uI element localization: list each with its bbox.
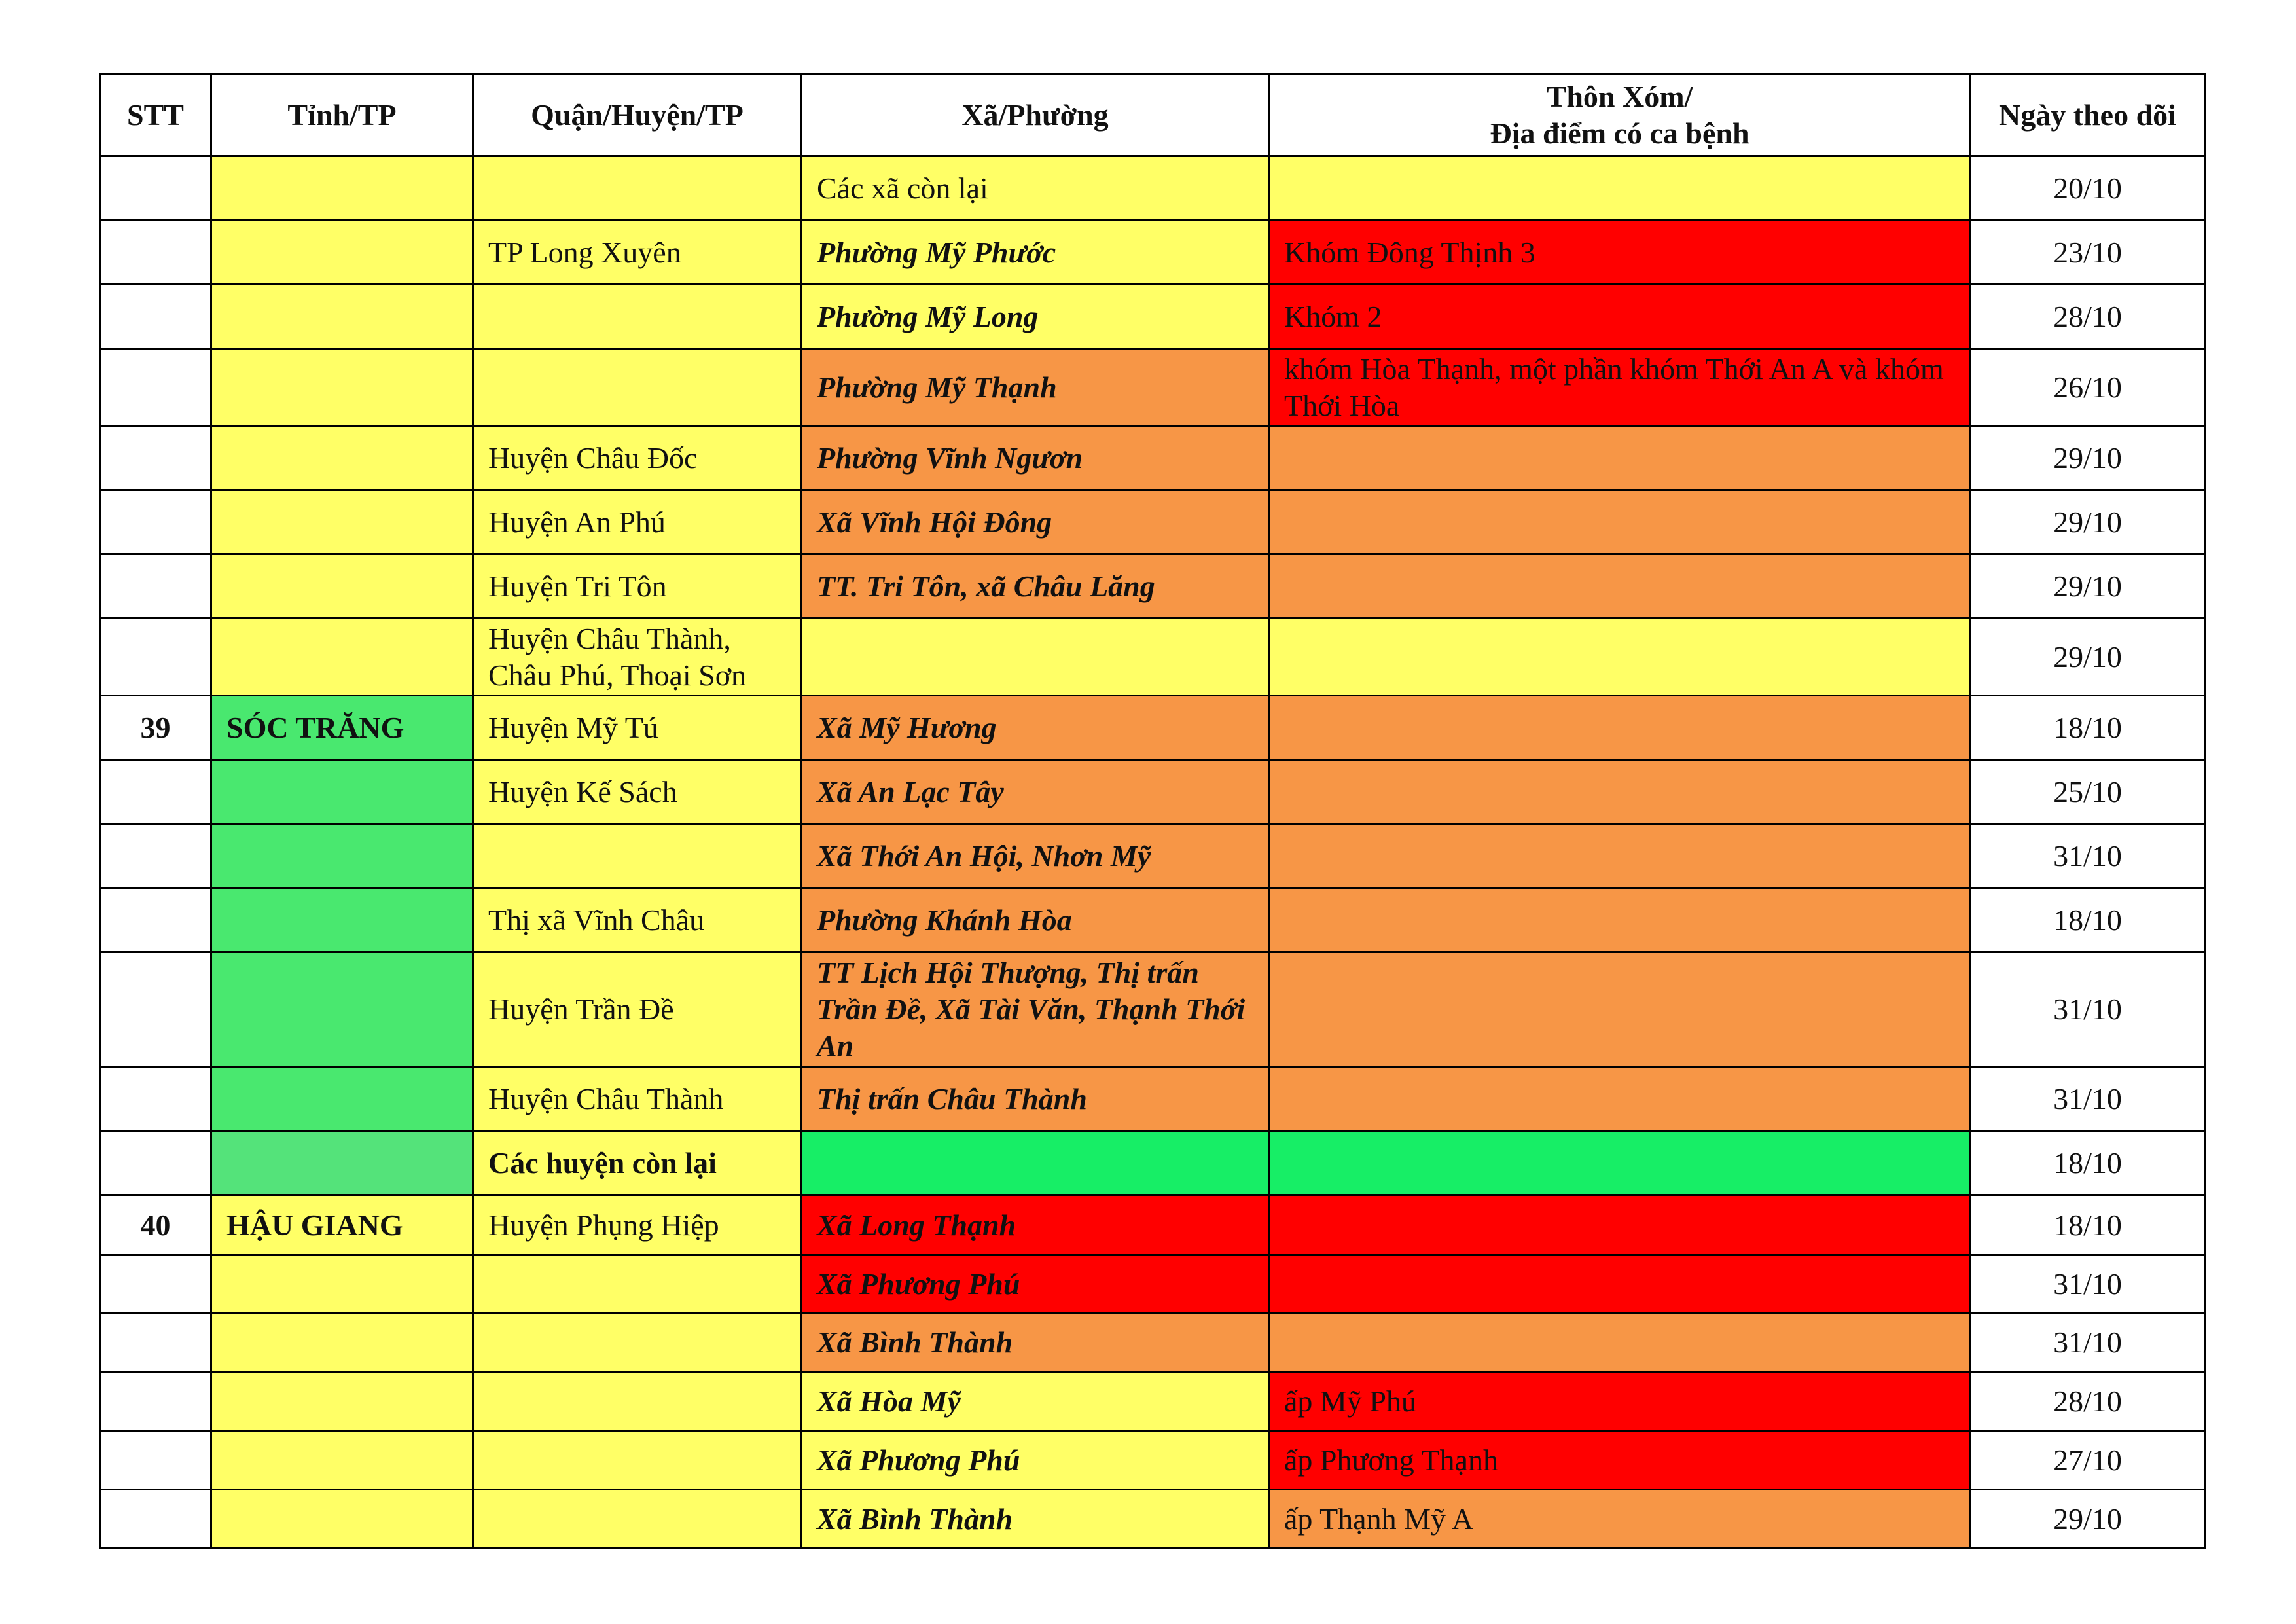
tracking-table xyxy=(99,73,2206,1549)
cell-stt: 39 xyxy=(100,696,211,760)
table-row xyxy=(100,619,2205,696)
cell-ward: Xã Bình Thành xyxy=(802,1314,1269,1372)
cell-hamlet xyxy=(1269,1314,1971,1372)
cell-stt xyxy=(100,1314,211,1372)
cell-date: 31/10 xyxy=(1971,1067,2205,1131)
cell-hamlet xyxy=(1269,824,1971,888)
cell-hamlet: ấp Thạnh Mỹ A xyxy=(1269,1490,1971,1549)
cell-hamlet xyxy=(1269,760,1971,824)
cell-district xyxy=(473,1314,802,1372)
cell-province xyxy=(211,1255,473,1314)
cell-date: 27/10 xyxy=(1971,1431,2205,1490)
table-row xyxy=(100,1490,2205,1549)
cell-stt xyxy=(100,285,211,349)
cell-ward: Các xã còn lại xyxy=(802,156,1269,221)
cell-stt xyxy=(100,349,211,426)
cell-ward: Xã Hòa Mỹ xyxy=(802,1372,1269,1431)
table-row xyxy=(100,554,2205,619)
cell-hamlet xyxy=(1269,1131,1971,1195)
cell-province: SÓC TRĂNG xyxy=(211,696,473,760)
cell-hamlet: khóm Hòa Thạnh, một phần khóm Thới An A và khóm Thới Hòa xyxy=(1269,349,1971,426)
cell-district: Huyện Kế Sách xyxy=(473,760,802,824)
cell-stt xyxy=(100,619,211,696)
cell-stt xyxy=(100,760,211,824)
cell-district: Huyện Châu Thành, Châu Phú, Thoại Sơn xyxy=(473,619,802,696)
cell-ward: Xã Vĩnh Hội Đông xyxy=(802,490,1269,554)
cell-stt xyxy=(100,1372,211,1431)
header-hamlet-line2: Địa điểm có ca bệnh xyxy=(1490,117,1749,150)
cell-province xyxy=(211,554,473,619)
cell-hamlet xyxy=(1269,1067,1971,1131)
cell-date: 29/10 xyxy=(1971,1490,2205,1549)
cell-ward: Xã Long Thạnh xyxy=(802,1195,1269,1255)
table-row xyxy=(100,1255,2205,1314)
cell-date: 31/10 xyxy=(1971,952,2205,1067)
cell-hamlet: ấp Mỹ Phú xyxy=(1269,1372,1971,1431)
cell-province xyxy=(211,888,473,952)
table-row xyxy=(100,490,2205,554)
cell-stt xyxy=(100,221,211,285)
cell-date: 31/10 xyxy=(1971,1314,2205,1372)
table-row xyxy=(100,696,2205,760)
cell-ward xyxy=(802,619,1269,696)
cell-hamlet xyxy=(1269,1255,1971,1314)
cell-stt xyxy=(100,426,211,490)
table-row xyxy=(100,285,2205,349)
cell-hamlet xyxy=(1269,1195,1971,1255)
table-row xyxy=(100,221,2205,285)
cell-ward: Phường Mỹ Phước xyxy=(802,221,1269,285)
cell-district: Huyện Phụng Hiệp xyxy=(473,1195,802,1255)
cell-date: 29/10 xyxy=(1971,619,2205,696)
cell-hamlet xyxy=(1269,426,1971,490)
cell-date: 31/10 xyxy=(1971,824,2205,888)
cell-stt xyxy=(100,1255,211,1314)
header-date: Ngày theo dõi xyxy=(1971,75,2205,156)
cell-date: 28/10 xyxy=(1971,285,2205,349)
cell-hamlet xyxy=(1269,490,1971,554)
cell-district: Thị xã Vĩnh Châu xyxy=(473,888,802,952)
header-hamlet xyxy=(1269,75,1971,156)
cell-province xyxy=(211,824,473,888)
header-district: Quận/Huyện/TP xyxy=(473,75,802,156)
cell-stt xyxy=(100,952,211,1067)
cell-ward: Xã Thới An Hội, Nhơn Mỹ xyxy=(802,824,1269,888)
cell-stt xyxy=(100,888,211,952)
cell-province xyxy=(211,221,473,285)
table-row xyxy=(100,1372,2205,1431)
table-row xyxy=(100,426,2205,490)
cell-ward: Phường Vĩnh Ngươn xyxy=(802,426,1269,490)
table-row xyxy=(100,1131,2205,1195)
cell-hamlet xyxy=(1269,888,1971,952)
cell-province xyxy=(211,1372,473,1431)
cell-district xyxy=(473,285,802,349)
cell-hamlet xyxy=(1269,952,1971,1067)
cell-date: 26/10 xyxy=(1971,349,2205,426)
cell-date: 29/10 xyxy=(1971,490,2205,554)
cell-province xyxy=(211,1131,473,1195)
cell-hamlet xyxy=(1269,619,1971,696)
header-ward: Xã/Phường xyxy=(802,75,1269,156)
cell-hamlet: Khóm Đông Thịnh 3 xyxy=(1269,221,1971,285)
cell-date: 18/10 xyxy=(1971,888,2205,952)
cell-stt xyxy=(100,824,211,888)
cell-district: Các huyện còn lại xyxy=(473,1131,802,1195)
table-row xyxy=(100,156,2205,221)
cell-district: Huyện Trần Đề xyxy=(473,952,802,1067)
cell-province xyxy=(211,760,473,824)
table-row xyxy=(100,1067,2205,1131)
cell-stt xyxy=(100,1131,211,1195)
cell-district: Huyện Châu Đốc xyxy=(473,426,802,490)
cell-province: HẬU GIANG xyxy=(211,1195,473,1255)
cell-ward: Phường Mỹ Long xyxy=(802,285,1269,349)
table-row xyxy=(100,760,2205,824)
table-row xyxy=(100,1195,2205,1255)
cell-stt xyxy=(100,1490,211,1549)
cell-province xyxy=(211,952,473,1067)
cell-district: Huyện Mỹ Tú xyxy=(473,696,802,760)
cell-stt xyxy=(100,1067,211,1131)
table-row xyxy=(100,1314,2205,1372)
cell-province xyxy=(211,1431,473,1490)
cell-district: Huyện An Phú xyxy=(473,490,802,554)
table-row xyxy=(100,888,2205,952)
cell-province xyxy=(211,619,473,696)
cell-stt: 40 xyxy=(100,1195,211,1255)
cell-ward xyxy=(802,1131,1269,1195)
cell-date: 28/10 xyxy=(1971,1372,2205,1431)
header-row xyxy=(100,75,2205,156)
cell-district xyxy=(473,1372,802,1431)
cell-hamlet xyxy=(1269,554,1971,619)
header-stt: STT xyxy=(100,75,211,156)
cell-ward: TT. Tri Tôn, xã Châu Lăng xyxy=(802,554,1269,619)
cell-date: 29/10 xyxy=(1971,426,2205,490)
cell-ward: Thị trấn Châu Thành xyxy=(802,1067,1269,1131)
cell-stt xyxy=(100,554,211,619)
cell-hamlet xyxy=(1269,696,1971,760)
cell-ward: Xã An Lạc Tây xyxy=(802,760,1269,824)
cell-stt xyxy=(100,156,211,221)
cell-date: 18/10 xyxy=(1971,696,2205,760)
cell-hamlet xyxy=(1269,156,1971,221)
table-row xyxy=(100,824,2205,888)
cell-ward: Xã Phương Phú xyxy=(802,1255,1269,1314)
cell-date: 18/10 xyxy=(1971,1131,2205,1195)
header-hamlet-line1: Thôn Xóm/ xyxy=(1546,80,1693,113)
cell-date: 18/10 xyxy=(1971,1195,2205,1255)
cell-ward: Xã Mỹ Hương xyxy=(802,696,1269,760)
cell-district: Huyện Tri Tôn xyxy=(473,554,802,619)
cell-ward: Xã Bình Thành xyxy=(802,1490,1269,1549)
cell-district xyxy=(473,1490,802,1549)
cell-district xyxy=(473,349,802,426)
cell-ward: Phường Mỹ Thạnh xyxy=(802,349,1269,426)
cell-district xyxy=(473,1431,802,1490)
table-row xyxy=(100,349,2205,426)
cell-stt xyxy=(100,490,211,554)
cell-province xyxy=(211,490,473,554)
cell-province xyxy=(211,1314,473,1372)
cell-district xyxy=(473,1255,802,1314)
cell-district xyxy=(473,824,802,888)
cell-date: 31/10 xyxy=(1971,1255,2205,1314)
cell-stt xyxy=(100,1431,211,1490)
table-row xyxy=(100,1431,2205,1490)
cell-date: 23/10 xyxy=(1971,221,2205,285)
cell-date: 20/10 xyxy=(1971,156,2205,221)
cell-province xyxy=(211,285,473,349)
cell-ward: TT Lịch Hội Thượng, Thị trấn Trần Đề, Xã Tài Văn, Thạnh Thới An xyxy=(802,952,1269,1067)
cell-district: TP Long Xuyên xyxy=(473,221,802,285)
cell-district xyxy=(473,156,802,221)
cell-ward: Xã Phương Phú xyxy=(802,1431,1269,1490)
cell-province xyxy=(211,1067,473,1131)
cell-date: 29/10 xyxy=(1971,554,2205,619)
cell-hamlet: ấp Phương Thạnh xyxy=(1269,1431,1971,1490)
cell-province xyxy=(211,1490,473,1549)
cell-province xyxy=(211,349,473,426)
cell-hamlet: Khóm 2 xyxy=(1269,285,1971,349)
cell-district: Huyện Châu Thành xyxy=(473,1067,802,1131)
table-row xyxy=(100,952,2205,1067)
header-province: Tỉnh/TP xyxy=(211,75,473,156)
cell-ward: Phường Khánh Hòa xyxy=(802,888,1269,952)
cell-date: 25/10 xyxy=(1971,760,2205,824)
cell-province xyxy=(211,426,473,490)
cell-province xyxy=(211,156,473,221)
